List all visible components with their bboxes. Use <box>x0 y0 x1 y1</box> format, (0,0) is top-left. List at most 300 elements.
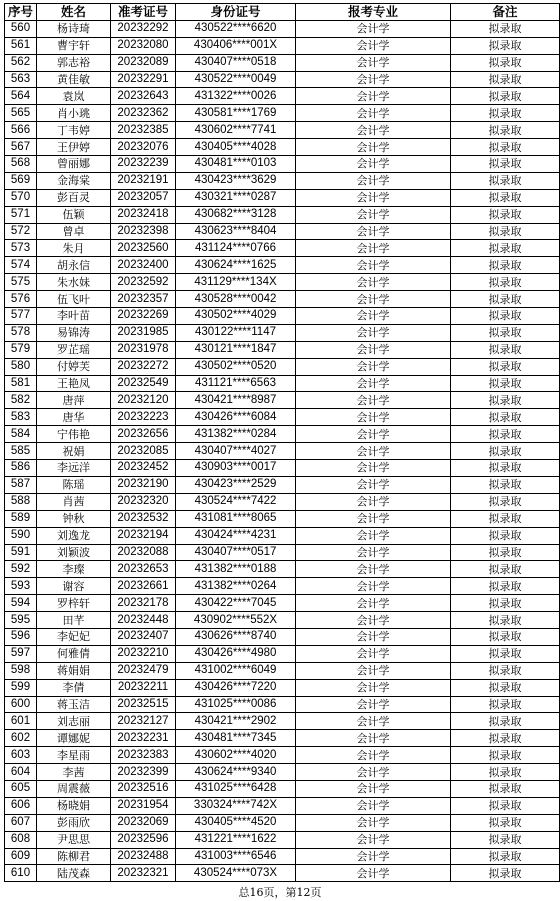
table-row <box>5 679 560 696</box>
cell-seq: 597 <box>5 645 37 662</box>
cell-name: 陆茂森 <box>37 865 111 882</box>
table-row <box>5 122 560 139</box>
cell-id-no: 430481****7345 <box>176 730 296 747</box>
cell-name: 谭娜妮 <box>37 730 111 747</box>
cell-seq: 607 <box>5 814 37 831</box>
cell-id-no: 431382****0188 <box>176 561 296 578</box>
cell-id-no: 430524****7422 <box>176 493 296 510</box>
cell-exam-no: 20232383 <box>111 747 176 764</box>
cell-id-no: 430522****6620 <box>176 20 296 37</box>
cell-remark: 拟录取 <box>451 358 560 375</box>
cell-id-no: 430602****7741 <box>176 122 296 139</box>
cell-name: 朱水妹 <box>37 274 111 291</box>
cell-exam-no: 20232178 <box>111 595 176 612</box>
cell-name: 刘颖波 <box>37 544 111 561</box>
cell-seq: 579 <box>5 341 37 358</box>
cell-name: 肖小珧 <box>37 105 111 122</box>
cell-remark: 拟录取 <box>451 392 560 409</box>
cell-name: 袁岚 <box>37 88 111 105</box>
cell-id-no: 430581****1769 <box>176 105 296 122</box>
cell-remark: 拟录取 <box>451 308 560 325</box>
cell-name: 李璨 <box>37 561 111 578</box>
cell-remark: 拟录取 <box>451 645 560 662</box>
table-row <box>5 392 560 409</box>
cell-id-no: 430624****1625 <box>176 257 296 274</box>
table-row <box>5 156 560 173</box>
table-row <box>5 139 560 156</box>
header-name: 姓名 <box>37 4 111 21</box>
table-row <box>5 105 560 122</box>
cell-id-no: 430602****4020 <box>176 747 296 764</box>
cell-remark: 拟录取 <box>451 223 560 240</box>
table-row <box>5 443 560 460</box>
cell-exam-no: 20232291 <box>111 71 176 88</box>
cell-name: 周震薇 <box>37 780 111 797</box>
cell-remark: 拟录取 <box>451 172 560 189</box>
cell-id-no: 430522****0049 <box>176 71 296 88</box>
cell-seq: 569 <box>5 172 37 189</box>
cell-remark: 拟录取 <box>451 713 560 730</box>
table-row <box>5 612 560 629</box>
cell-major: 会计学 <box>296 71 451 88</box>
cell-exam-no: 20232399 <box>111 764 176 781</box>
cell-major: 会计学 <box>296 662 451 679</box>
cell-seq: 591 <box>5 544 37 561</box>
table-row <box>5 713 560 730</box>
cell-id-no: 431002****6049 <box>176 662 296 679</box>
cell-id-no: 430623****8404 <box>176 223 296 240</box>
table-row <box>5 628 560 645</box>
cell-seq: 598 <box>5 662 37 679</box>
cell-seq: 582 <box>5 392 37 409</box>
cell-remark: 拟录取 <box>451 54 560 71</box>
table-row <box>5 544 560 561</box>
cell-seq: 599 <box>5 679 37 696</box>
cell-major: 会计学 <box>296 172 451 189</box>
cell-major: 会计学 <box>296 797 451 814</box>
cell-id-no: 430426****4980 <box>176 645 296 662</box>
cell-remark: 拟录取 <box>451 544 560 561</box>
cell-remark: 拟录取 <box>451 257 560 274</box>
cell-major: 会计学 <box>296 156 451 173</box>
cell-id-no: 430407****4027 <box>176 443 296 460</box>
cell-id-no: 430422****7045 <box>176 595 296 612</box>
cell-seq: 567 <box>5 139 37 156</box>
cell-name: 刘志丽 <box>37 713 111 730</box>
cell-exam-no: 20232269 <box>111 308 176 325</box>
cell-id-no: 430421****8987 <box>176 392 296 409</box>
cell-major: 会计学 <box>296 20 451 37</box>
cell-remark: 拟录取 <box>451 20 560 37</box>
cell-name: 刘逸龙 <box>37 527 111 544</box>
table-row <box>5 493 560 510</box>
cell-exam-no: 20232400 <box>111 257 176 274</box>
cell-major: 会计学 <box>296 122 451 139</box>
cell-remark: 拟录取 <box>451 156 560 173</box>
cell-seq: 566 <box>5 122 37 139</box>
cell-major: 会计学 <box>296 865 451 882</box>
cell-name: 伍飞叶 <box>37 291 111 308</box>
cell-seq: 593 <box>5 578 37 595</box>
cell-exam-no: 20232320 <box>111 493 176 510</box>
cell-exam-no: 20232191 <box>111 172 176 189</box>
cell-seq: 585 <box>5 443 37 460</box>
table-row <box>5 324 560 341</box>
cell-major: 会计学 <box>296 223 451 240</box>
cell-major: 会计学 <box>296 274 451 291</box>
cell-id-no: 431221****1622 <box>176 831 296 848</box>
cell-major: 会计学 <box>296 341 451 358</box>
page-footer: 总16页，第12页 <box>238 886 322 899</box>
cell-name: 朱月 <box>37 240 111 257</box>
table-row <box>5 206 560 223</box>
cell-id-no: 430421****2902 <box>176 713 296 730</box>
table-row <box>5 831 560 848</box>
cell-exam-no: 20231978 <box>111 341 176 358</box>
table-row <box>5 375 560 392</box>
cell-name: 祝娟 <box>37 443 111 460</box>
cell-exam-no: 20232532 <box>111 510 176 527</box>
cell-remark: 拟录取 <box>451 679 560 696</box>
cell-major: 会计学 <box>296 37 451 54</box>
cell-name: 杨诗琦 <box>37 20 111 37</box>
cell-exam-no: 20232488 <box>111 848 176 865</box>
cell-seq: 595 <box>5 612 37 629</box>
cell-seq: 601 <box>5 713 37 730</box>
cell-id-no: 431003****6546 <box>176 848 296 865</box>
cell-name: 陈瑶 <box>37 476 111 493</box>
cell-seq: 575 <box>5 274 37 291</box>
cell-major: 会计学 <box>296 257 451 274</box>
table-row <box>5 797 560 814</box>
cell-name: 李星雨 <box>37 747 111 764</box>
cell-remark: 拟录取 <box>451 341 560 358</box>
cell-id-no: 430405****4028 <box>176 139 296 156</box>
header-major: 报考专业 <box>296 4 451 21</box>
table-row <box>5 37 560 54</box>
cell-remark: 拟录取 <box>451 696 560 713</box>
table-header <box>5 4 560 21</box>
cell-major: 会计学 <box>296 645 451 662</box>
cell-id-no: 431382****0264 <box>176 578 296 595</box>
cell-major: 会计学 <box>296 105 451 122</box>
cell-id-no: 430122****1147 <box>176 324 296 341</box>
cell-id-no: 431382****0284 <box>176 426 296 443</box>
cell-major: 会计学 <box>296 628 451 645</box>
cell-name: 李妃妃 <box>37 628 111 645</box>
cell-major: 会计学 <box>296 54 451 71</box>
table-row <box>5 764 560 781</box>
cell-id-no: 430321****0287 <box>176 189 296 206</box>
cell-exam-no: 20232292 <box>111 20 176 37</box>
cell-exam-no: 20232596 <box>111 831 176 848</box>
cell-major: 会计学 <box>296 88 451 105</box>
cell-exam-no: 20232656 <box>111 426 176 443</box>
cell-name: 金海棠 <box>37 172 111 189</box>
cell-exam-no: 20232076 <box>111 139 176 156</box>
cell-seq: 574 <box>5 257 37 274</box>
cell-exam-no: 20232080 <box>111 37 176 54</box>
cell-exam-no: 20232653 <box>111 561 176 578</box>
cell-major: 会计学 <box>296 308 451 325</box>
cell-exam-no: 20232239 <box>111 156 176 173</box>
cell-name: 伍颖 <box>37 206 111 223</box>
cell-remark: 拟录取 <box>451 612 560 629</box>
table-row <box>5 54 560 71</box>
cell-remark: 拟录取 <box>451 865 560 882</box>
cell-id-no: 430903****0017 <box>176 460 296 477</box>
table-row <box>5 308 560 325</box>
cell-name: 杨晓娟 <box>37 797 111 814</box>
cell-exam-no: 20232398 <box>111 223 176 240</box>
cell-seq: 577 <box>5 308 37 325</box>
cell-id-no: 430682****3128 <box>176 206 296 223</box>
cell-name: 谢容 <box>37 578 111 595</box>
cell-remark: 拟录取 <box>451 206 560 223</box>
cell-remark: 拟录取 <box>451 426 560 443</box>
cell-remark: 拟录取 <box>451 730 560 747</box>
table-row <box>5 291 560 308</box>
header-remark: 备注 <box>451 4 560 21</box>
cell-name: 罗梓轩 <box>37 595 111 612</box>
table-row <box>5 358 560 375</box>
cell-seq: 594 <box>5 595 37 612</box>
cell-remark: 拟录取 <box>451 139 560 156</box>
cell-major: 会计学 <box>296 240 451 257</box>
cell-seq: 589 <box>5 510 37 527</box>
table-row <box>5 20 560 37</box>
cell-exam-no: 20232661 <box>111 578 176 595</box>
cell-id-no: 431025****0086 <box>176 696 296 713</box>
cell-id-no: 431081****8065 <box>176 510 296 527</box>
cell-remark: 拟录取 <box>451 409 560 426</box>
cell-remark: 拟录取 <box>451 274 560 291</box>
cell-major: 会计学 <box>296 612 451 629</box>
table-row <box>5 88 560 105</box>
cell-exam-no: 20232479 <box>111 662 176 679</box>
cell-exam-no: 20232085 <box>111 443 176 460</box>
cell-seq: 572 <box>5 223 37 240</box>
table-row <box>5 274 560 291</box>
table-row <box>5 561 560 578</box>
cell-seq: 573 <box>5 240 37 257</box>
cell-remark: 拟录取 <box>451 831 560 848</box>
cell-major: 会计学 <box>296 561 451 578</box>
table-row <box>5 240 560 257</box>
cell-exam-no: 20232385 <box>111 122 176 139</box>
table-row <box>5 662 560 679</box>
cell-id-no: 430424****4231 <box>176 527 296 544</box>
cell-exam-no: 20232223 <box>111 409 176 426</box>
table-row <box>5 595 560 612</box>
table-row <box>5 730 560 747</box>
cell-name: 易锦涛 <box>37 324 111 341</box>
cell-seq: 564 <box>5 88 37 105</box>
cell-name: 付婷芙 <box>37 358 111 375</box>
cell-seq: 610 <box>5 865 37 882</box>
table-row <box>5 71 560 88</box>
cell-name: 蒋玉洁 <box>37 696 111 713</box>
cell-remark: 拟录取 <box>451 814 560 831</box>
cell-major: 会计学 <box>296 730 451 747</box>
cell-id-no: 430407****0518 <box>176 54 296 71</box>
cell-seq: 581 <box>5 375 37 392</box>
cell-remark: 拟录取 <box>451 780 560 797</box>
cell-id-no: 430624****9340 <box>176 764 296 781</box>
cell-seq: 590 <box>5 527 37 544</box>
cell-name: 曾卓 <box>37 223 111 240</box>
cell-exam-no: 20232643 <box>111 88 176 105</box>
table-row <box>5 865 560 882</box>
cell-major: 会计学 <box>296 189 451 206</box>
cell-id-no: 430528****0042 <box>176 291 296 308</box>
cell-exam-no: 20232515 <box>111 696 176 713</box>
cell-name: 郭志裕 <box>37 54 111 71</box>
cell-seq: 563 <box>5 71 37 88</box>
cell-remark: 拟录取 <box>451 510 560 527</box>
cell-name: 蒋娟娟 <box>37 662 111 679</box>
cell-major: 会计学 <box>296 814 451 831</box>
cell-major: 会计学 <box>296 831 451 848</box>
cell-exam-no: 20232592 <box>111 274 176 291</box>
cell-exam-no: 20232210 <box>111 645 176 662</box>
cell-exam-no: 20232321 <box>111 865 176 882</box>
cell-id-no: 430502****4029 <box>176 308 296 325</box>
cell-seq: 600 <box>5 696 37 713</box>
table-body <box>5 20 560 881</box>
cell-seq: 592 <box>5 561 37 578</box>
cell-name: 彭百灵 <box>37 189 111 206</box>
cell-major: 会计学 <box>296 409 451 426</box>
cell-exam-no: 20232549 <box>111 375 176 392</box>
cell-major: 会计学 <box>296 510 451 527</box>
cell-exam-no: 20232516 <box>111 780 176 797</box>
cell-major: 会计学 <box>296 375 451 392</box>
table-row <box>5 172 560 189</box>
cell-remark: 拟录取 <box>451 848 560 865</box>
cell-id-no: 430405****4520 <box>176 814 296 831</box>
cell-exam-no: 20232057 <box>111 189 176 206</box>
cell-remark: 拟录取 <box>451 291 560 308</box>
cell-exam-no: 20232190 <box>111 476 176 493</box>
cell-seq: 606 <box>5 797 37 814</box>
cell-exam-no: 20232560 <box>111 240 176 257</box>
cell-seq: 604 <box>5 764 37 781</box>
cell-major: 会计学 <box>296 595 451 612</box>
cell-remark: 拟录取 <box>451 37 560 54</box>
cell-seq: 580 <box>5 358 37 375</box>
table-row <box>5 426 560 443</box>
header-id-no: 身份证号 <box>176 4 296 21</box>
table-row <box>5 696 560 713</box>
cell-seq: 608 <box>5 831 37 848</box>
cell-major: 会计学 <box>296 544 451 561</box>
cell-seq: 609 <box>5 848 37 865</box>
cell-name: 唐萍 <box>37 392 111 409</box>
cell-major: 会计学 <box>296 679 451 696</box>
cell-major: 会计学 <box>296 527 451 544</box>
cell-remark: 拟录取 <box>451 71 560 88</box>
cell-exam-no: 20231954 <box>111 797 176 814</box>
cell-name: 丁韦婷 <box>37 122 111 139</box>
cell-remark: 拟录取 <box>451 88 560 105</box>
cell-id-no: 430626****8740 <box>176 628 296 645</box>
table-row <box>5 747 560 764</box>
cell-id-no: 430407****0517 <box>176 544 296 561</box>
cell-exam-no: 20232407 <box>111 628 176 645</box>
cell-id-no: 431025****6428 <box>176 780 296 797</box>
cell-seq: 605 <box>5 780 37 797</box>
cell-name: 李远洋 <box>37 460 111 477</box>
cell-seq: 570 <box>5 189 37 206</box>
cell-seq: 584 <box>5 426 37 443</box>
header-exam-no: 准考证号 <box>111 4 176 21</box>
cell-seq: 586 <box>5 460 37 477</box>
cell-exam-no: 20232089 <box>111 54 176 71</box>
cell-id-no: 430426****6084 <box>176 409 296 426</box>
cell-seq: 588 <box>5 493 37 510</box>
cell-name: 曹宇轩 <box>37 37 111 54</box>
table-row <box>5 223 560 240</box>
cell-seq: 562 <box>5 54 37 71</box>
cell-major: 会计学 <box>296 324 451 341</box>
cell-seq: 561 <box>5 37 37 54</box>
cell-seq: 568 <box>5 156 37 173</box>
cell-major: 会计学 <box>296 206 451 223</box>
cell-id-no: 431129****134X <box>176 274 296 291</box>
cell-seq: 560 <box>5 20 37 37</box>
cell-remark: 拟录取 <box>451 578 560 595</box>
cell-name: 何雅倩 <box>37 645 111 662</box>
cell-remark: 拟录取 <box>451 747 560 764</box>
cell-remark: 拟录取 <box>451 240 560 257</box>
cell-name: 黄佳敏 <box>37 71 111 88</box>
cell-remark: 拟录取 <box>451 628 560 645</box>
cell-seq: 602 <box>5 730 37 747</box>
cell-seq: 587 <box>5 476 37 493</box>
cell-exam-no: 20232211 <box>111 679 176 696</box>
cell-name: 李倩 <box>37 679 111 696</box>
cell-name: 田芊 <box>37 612 111 629</box>
table-row <box>5 578 560 595</box>
cell-remark: 拟录取 <box>451 122 560 139</box>
cell-major: 会计学 <box>296 493 451 510</box>
cell-id-no: 430423****3629 <box>176 172 296 189</box>
header-row <box>5 4 560 21</box>
cell-remark: 拟录取 <box>451 595 560 612</box>
cell-remark: 拟录取 <box>451 797 560 814</box>
admission-list-table <box>4 3 560 882</box>
cell-exam-no: 20232120 <box>111 392 176 409</box>
cell-seq: 583 <box>5 409 37 426</box>
cell-seq: 565 <box>5 105 37 122</box>
cell-exam-no: 20232069 <box>111 814 176 831</box>
cell-exam-no: 20232088 <box>111 544 176 561</box>
cell-major: 会计学 <box>296 443 451 460</box>
cell-seq: 576 <box>5 291 37 308</box>
cell-major: 会计学 <box>296 780 451 797</box>
table-row <box>5 257 560 274</box>
table-row <box>5 814 560 831</box>
cell-remark: 拟录取 <box>451 764 560 781</box>
table-row <box>5 780 560 797</box>
cell-name: 钟秋 <box>37 510 111 527</box>
cell-id-no: 430423****2529 <box>176 476 296 493</box>
cell-exam-no: 20232448 <box>111 612 176 629</box>
cell-id-no: 430406****001X <box>176 37 296 54</box>
table-row <box>5 460 560 477</box>
cell-seq: 603 <box>5 747 37 764</box>
